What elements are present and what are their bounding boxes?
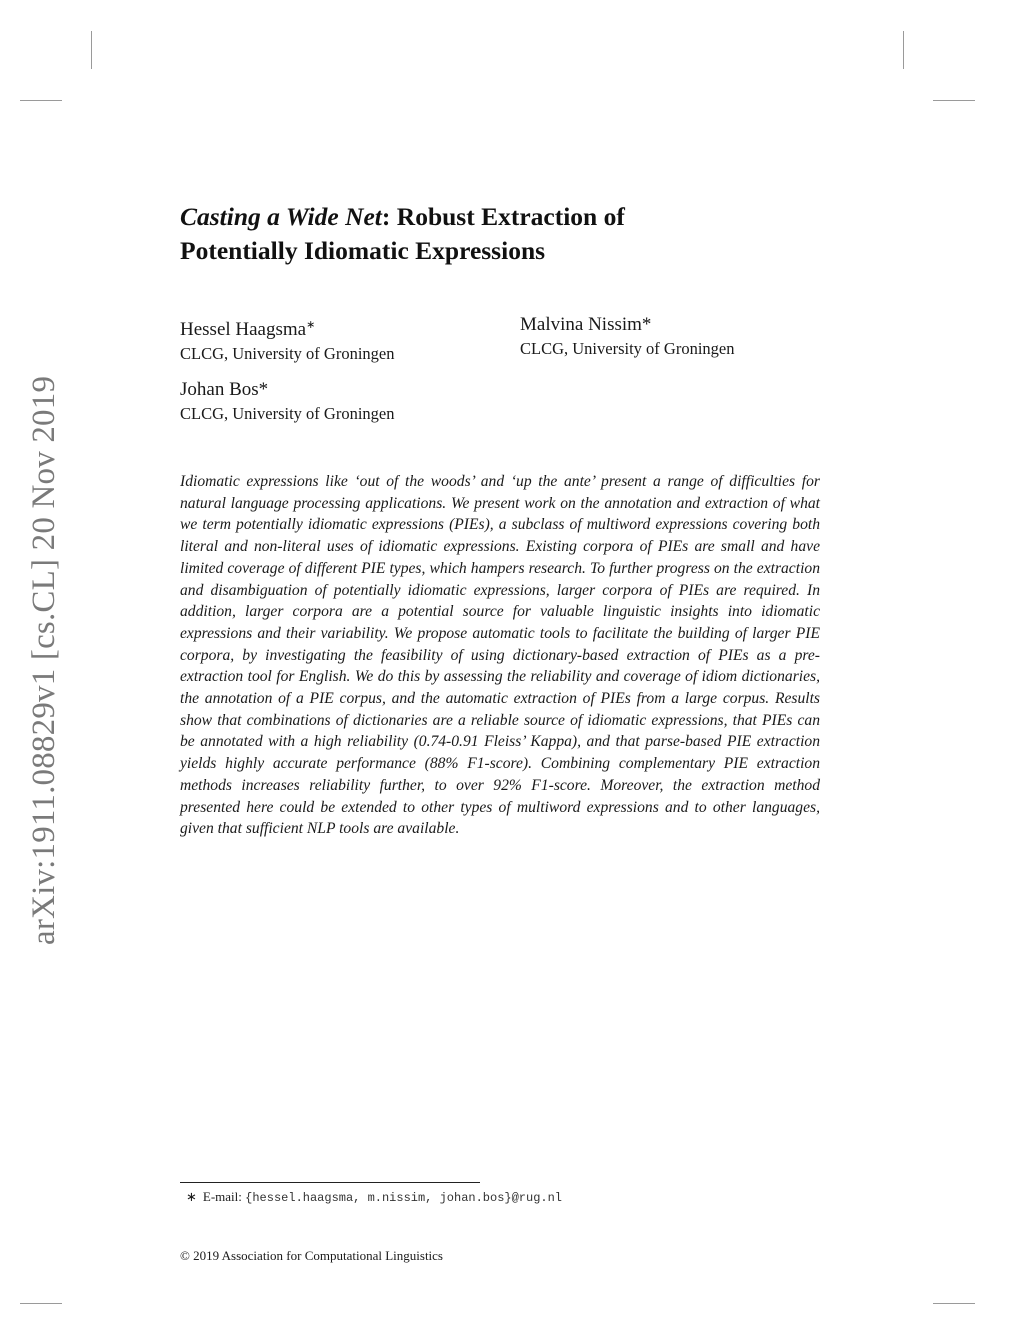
title-rest-line1: : Robust Extraction of (381, 202, 625, 231)
footnote-rule (180, 1182, 480, 1183)
crop-mark-top-left (91, 31, 92, 69)
footnote-label: E-mail: (202, 1189, 242, 1204)
author-footnote-mark: * (258, 379, 269, 400)
author-name: Malvina Nissim (520, 314, 642, 335)
footnote-mark: ∗ (186, 1189, 197, 1204)
author-name: Hessel Haagsma (180, 319, 307, 340)
crop-mark-right-lower (933, 1303, 975, 1304)
footnote (186, 1188, 562, 1207)
crop-mark-left-upper (20, 100, 62, 101)
paper-title (180, 200, 820, 268)
author-block (180, 379, 394, 424)
crop-mark-top-right (903, 31, 904, 69)
author-name: Johan Bos (180, 379, 259, 400)
author-affiliation: CLCG, University of Groningen (180, 344, 395, 363)
author-footnote-mark: * (641, 314, 652, 335)
arxiv-identifier-stamp: arXiv:1911.08829v1 [cs.CL] 20 Nov 2019 (26, 375, 62, 945)
crop-mark-left-lower (20, 1303, 62, 1304)
author-block (520, 314, 734, 359)
title-italic-part: Casting a Wide Net (180, 202, 382, 231)
copyright-notice: © 2019 Association for Computational Linguistics (180, 1248, 443, 1263)
author-affiliation: CLCG, University of Groningen (520, 339, 735, 358)
crop-mark-right-upper (933, 100, 975, 101)
author-footnote-mark: ∗ (306, 319, 316, 331)
footnote-emails: {hessel.haagsma, m.nissim, johan.bos}@rug.nl (245, 1191, 563, 1205)
author-block (180, 314, 394, 364)
title-line2: Potentially Idiomatic Expressions (180, 236, 546, 265)
author-affiliation: CLCG, University of Groningen (180, 404, 395, 423)
abstract-paragraph: Idiomatic expressions like ‘out of the woods’ and ‘up the ante’ present a range of difficulties for natural language processing applications. We present work on the annotation and extraction of what we term potentially idiomatic expressions (PIEs), a subclass of multiword expressions covering both literal and non-literal uses of idiomatic expressions. Existing corpora of PIEs are small and have limited coverage of different PIE types, which hampers research. To further progress on the extraction and disambiguation of potentially idiomatic expressions, larger corpora of PIEs are required. In addition, larger corpora are a potential source for valuable linguistic insights into idiomatic expressions and their variability. We propose automatic tools to facilitate the building of larger PIE corpora, by investigating the feasibility of using dictionary-based extraction of PIEs as a pre-extraction tool for English. We do this by assessing the reliability and coverage of idiom dictionaries, the annotation of a PIE corpus, and the automatic extraction of PIEs from a large corpus. Results show that combinations of dictionaries are a reliable source of idiomatic expressions, that PIEs can be annotated with a high reliability (0.74-0.91 Fleiss’ Kappa), and that parse-based PIE extraction yields highly accurate performance (88% F1-score). Combining complementary PIE extraction methods increases reliability further, to over 92% F1-score. Moreover, the extraction method presented here could be extended to other types of multiword expressions and to other languages, given that sufficient NLP tools are available. (180, 473, 820, 838)
